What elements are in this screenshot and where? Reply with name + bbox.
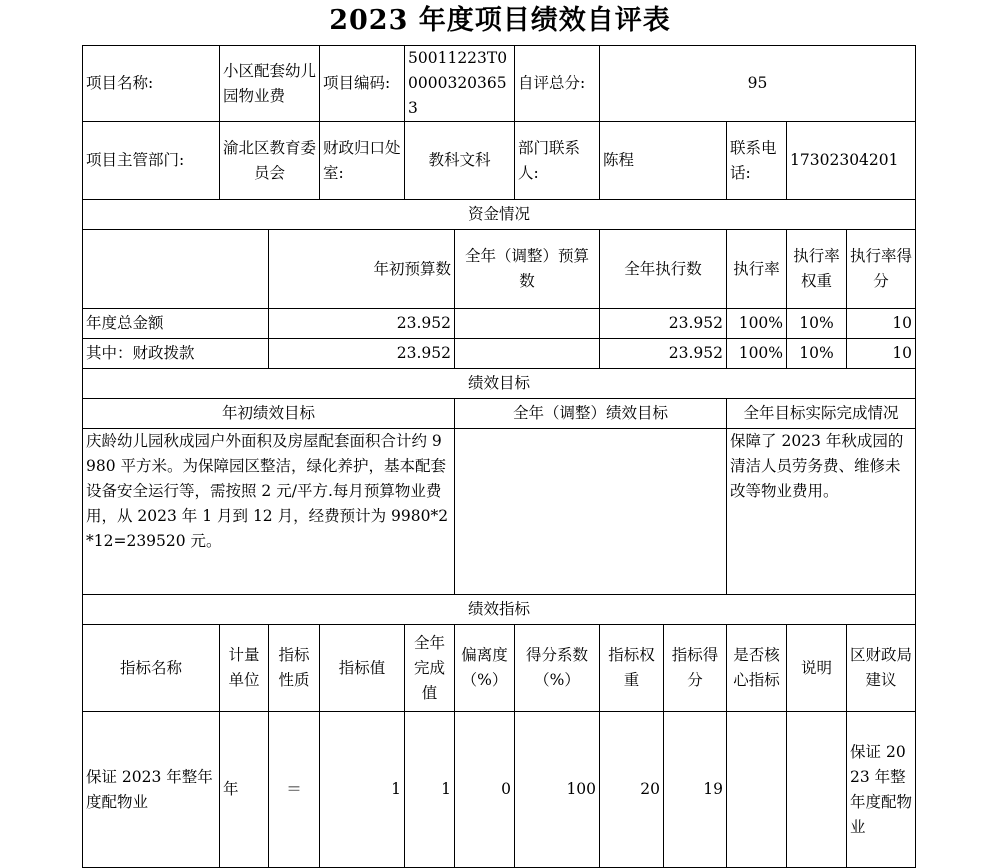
goals-header-row (83, 399, 916, 429)
ind-score: 19 (664, 712, 727, 868)
finance-office-label: 财政归口处室: (320, 122, 405, 200)
funds-col-weight: 执行率权重 (787, 230, 847, 309)
goals-section-title: 绩效目标 (83, 369, 916, 399)
ind-col-suggestion: 区财政局建议 (847, 625, 916, 712)
finance-office-value: 教科文科 (405, 122, 515, 200)
ind-col-nature: 指标性质 (269, 625, 320, 712)
self-score-value: 95 (600, 46, 916, 122)
funds-weight-value: 10% (787, 339, 847, 369)
funds-adjusted-value (455, 339, 600, 369)
funds-col-adjusted: 全年（调整）预算数 (455, 230, 600, 309)
ind-col-completed: 全年完成值 (405, 625, 455, 712)
goals-adjusted-text (455, 429, 727, 595)
indicators-header-row (83, 625, 916, 712)
indicators-section-row (83, 595, 916, 625)
ind-col-score: 指标得分 (664, 625, 727, 712)
funds-score-value: 10 (847, 309, 916, 339)
funds-initial-value: 23.952 (269, 339, 455, 369)
funds-col-rate: 执行率 (727, 230, 787, 309)
funds-header-blank (83, 230, 269, 309)
dept-value: 渝北区教育委员会 (220, 122, 320, 200)
project-name-value: 小区配套幼儿园物业费 (220, 46, 320, 122)
funds-executed-value: 23.952 (600, 309, 727, 339)
ind-col-value: 指标值 (320, 625, 405, 712)
ind-col-deviation: 偏离度（%） (455, 625, 515, 712)
evaluation-table (82, 45, 916, 868)
funds-header-row (83, 230, 916, 309)
dept-label: 项目主管部门: (83, 122, 220, 200)
funds-section-title: 资金情况 (83, 200, 916, 230)
funds-initial-value: 23.952 (269, 309, 455, 339)
funds-row-label: 其中：财政拨款 (83, 339, 269, 369)
page-title: 2023 年度项目绩效自评表 (329, 5, 671, 36)
goals-initial-text: 庆龄幼儿园秋成园户外面积及房屋配套面积合计约 9980 平方米。为保障园区整洁，绿化养护，基本配套设备安全运行等，需按照 2 元/平方.每月预算物业费用，从 2023 年 1 月到 12 月，经费预计为 9980*2*12=239520 元。 (83, 429, 455, 595)
ind-note (787, 712, 847, 868)
indicator-row (83, 712, 916, 868)
funds-adjusted-value (455, 309, 600, 339)
funds-weight-value: 10% (787, 309, 847, 339)
ind-value: 1 (320, 712, 405, 868)
project-code-value: 50011223T000003203653 (405, 46, 515, 122)
phone-label: 联系电话: (727, 122, 787, 200)
ind-nature: ＝ (269, 712, 320, 868)
funds-col-score: 执行率得分 (847, 230, 916, 309)
ind-deviation: 0 (455, 712, 515, 868)
funds-rate-value: 100% (727, 339, 787, 369)
ind-core (727, 712, 787, 868)
funds-row-total (83, 309, 916, 339)
project-code-label: 项目编码: (320, 46, 405, 122)
funds-col-executed: 全年执行数 (600, 230, 727, 309)
contact-value: 陈程 (600, 122, 727, 200)
header-row-dept (83, 122, 916, 200)
goals-actual-text: 保障了 2023 年秋成园的清洁人员劳务费、维修未改等物业费用。 (727, 429, 916, 595)
goals-section-row (83, 369, 916, 399)
ind-coef: 100 (515, 712, 600, 868)
ind-suggestion: 保证 2023 年整年度配物业 (847, 712, 916, 868)
goals-col-initial: 年初绩效目标 (83, 399, 455, 429)
ind-col-coef: 得分系数（%） (515, 625, 600, 712)
goals-content-row (83, 429, 916, 595)
ind-col-unit: 计量单位 (220, 625, 269, 712)
funds-rate-value: 100% (727, 309, 787, 339)
funds-section-row (83, 200, 916, 230)
self-score-label: 自评总分: (515, 46, 600, 122)
ind-col-weight: 指标权重 (600, 625, 664, 712)
funds-score-value: 10 (847, 339, 916, 369)
ind-completed: 1 (405, 712, 455, 868)
ind-unit: 年 (220, 712, 269, 868)
funds-executed-value: 23.952 (600, 339, 727, 369)
funds-row-fiscal (83, 339, 916, 369)
indicators-section-title: 绩效指标 (83, 595, 916, 625)
contact-label: 部门联系人: (515, 122, 600, 200)
ind-name: 保证 2023 年整年度配物业 (83, 712, 220, 868)
funds-row-label: 年度总金额 (83, 309, 269, 339)
goals-col-adjusted: 全年（调整）绩效目标 (455, 399, 727, 429)
funds-col-initial: 年初预算数 (269, 230, 455, 309)
project-name-label: 项目名称: (83, 46, 220, 122)
ind-col-name: 指标名称 (83, 625, 220, 712)
header-row-project (83, 46, 916, 122)
ind-col-note: 说明 (787, 625, 847, 712)
goals-col-actual: 全年目标实际完成情况 (727, 399, 916, 429)
ind-weight: 20 (600, 712, 664, 868)
ind-col-core: 是否核心指标 (727, 625, 787, 712)
phone-value: 17302304201 (787, 122, 916, 200)
